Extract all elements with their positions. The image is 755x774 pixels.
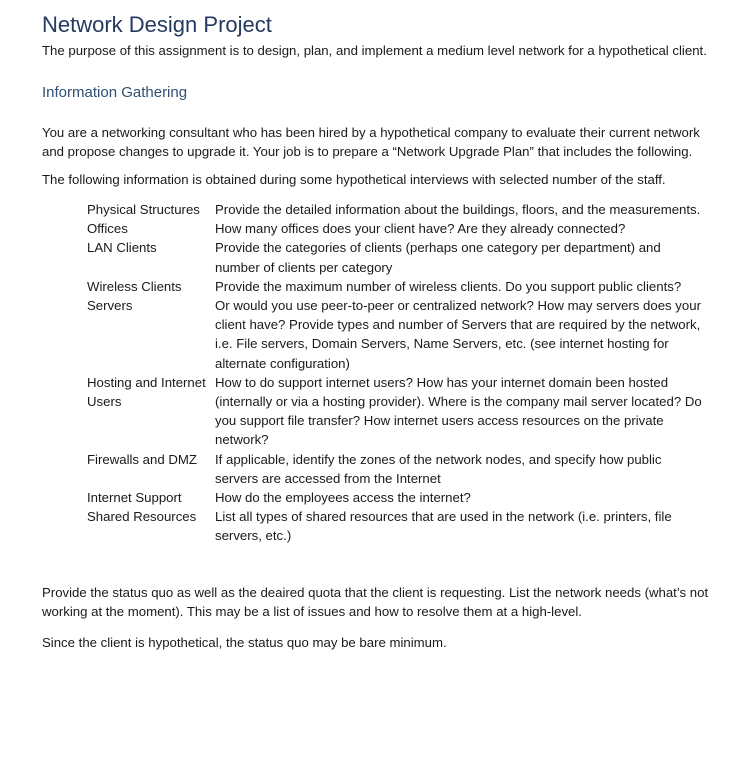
interview-paragraph: The following information is obtained during some hypothetical interviews with selected number of the staff. [42, 171, 666, 187]
table-row [87, 219, 703, 238]
information-table [87, 200, 703, 546]
row-label: Offices [87, 221, 128, 237]
consultant-paragraph: You are a networking consultant who has been hired by a hypothetical company to evaluate their current network and propose changes to upgrade it. Your job is to prepare a “Network Upgrade Plan” that includes the following. [42, 124, 700, 159]
document-page [42, 10, 712, 652]
row-label: Internet Support [87, 490, 182, 506]
row-label: Servers [87, 298, 133, 314]
row-description: How to do support internet users? How has your internet domain been hosted (internally or via a hosting provider). Where is the company mail server located? Do you support file transfer? How internet users access resources on the private network? [215, 374, 702, 448]
table-row [87, 296, 703, 373]
row-description: Or would you use peer-to-peer or centralized network? How may servers does your client have? Provide types and number of Servers that are required by the network, i.e. File servers, Domain Servers, Name Servers, etc. (see internet hosting for alternate configuration) [215, 298, 701, 371]
document-title: Network Design Project [42, 12, 272, 37]
row-description: If applicable, identify the zones of the network nodes, and specify how public servers are accessed from the Internet [215, 451, 662, 486]
row-label: Firewalls and DMZ [87, 451, 197, 467]
row-description: Provide the maximum number of wireless clients. Do you support public clients? [215, 278, 682, 294]
closing-paragraph: Since the client is hypothetical, the status quo may be bare minimum. [42, 634, 447, 650]
table-row [87, 238, 703, 276]
row-description: List all types of shared resources that are used in the network (i.e. printers, file servers, etc.) [215, 509, 672, 544]
section-heading: Information Gathering [42, 83, 188, 101]
table-row [87, 200, 703, 219]
row-label: Wireless Clients [87, 278, 182, 294]
table-row [87, 450, 703, 488]
table-row [87, 373, 703, 450]
row-description: How do the employees access the internet? [215, 490, 471, 506]
status-quo-paragraph: Provide the status quo as well as the deaired quota that the client is requesting. List the network needs (what’s not working at the moment). This may be a list of issues and how to resolve them at a high-level. [42, 584, 709, 620]
row-label: Hosting and Internet Users [87, 374, 206, 410]
row-label: Shared Resources [87, 509, 197, 525]
table-row [87, 488, 703, 507]
table-row [87, 277, 703, 296]
table-row [87, 507, 703, 545]
row-label: Physical Structures [87, 202, 200, 217]
intro-paragraph: The purpose of this assignment is to design, plan, and implement a medium level network for a hypothetical client. [42, 43, 707, 58]
row-label: LAN Clients [87, 240, 157, 256]
row-description: Provide the categories of clients (perhaps one category per department) and number of clients per category [215, 240, 661, 275]
row-description: Provide the detailed information about the buildings, floors, and the measurements. [215, 202, 701, 217]
row-description: How many offices does your client have? Are they already connected? [215, 221, 626, 237]
